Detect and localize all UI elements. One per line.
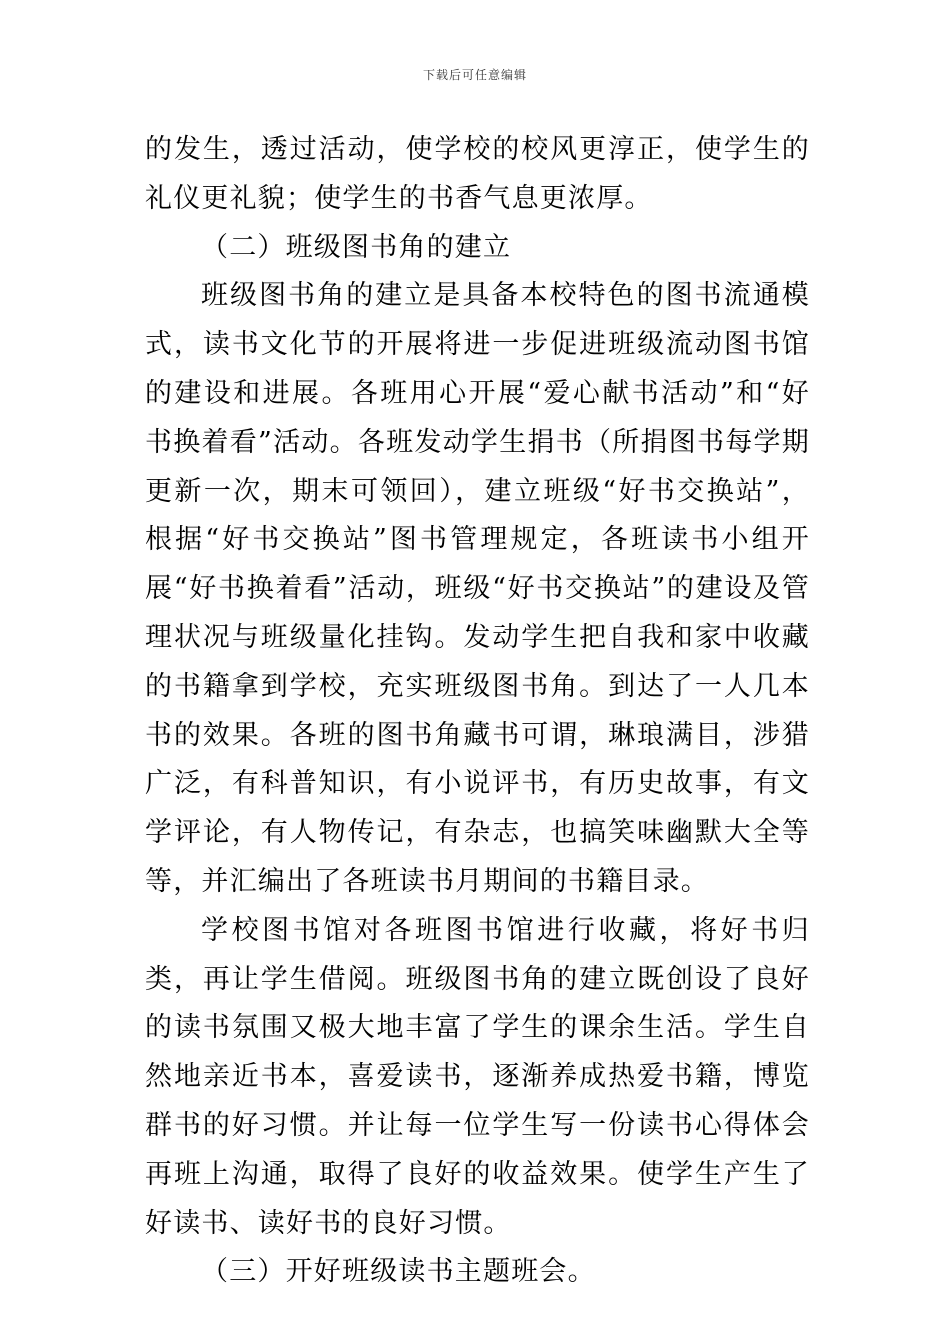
download-note: 下载后可任意编辑: [422, 68, 527, 82]
section-heading-library-corner: （二）班级图书角的建立: [201, 231, 512, 263]
paragraph-school-library: 学校图书馆对各班图书馆进行收藏，将好书归类，再让学生借阅。班级图书角的建立既创设了良好的读书氛围又极大地丰富了学生的课余生活。学生自然地亲近书本，喜爱读书，逐渐养成热爱书籍，博览群书的好习惯。并让每一位学生写一份读书心得体会再班上沟通，取得了良好的收益效果。使学生产生了好读书、读好书的良好习惯。: [145, 914, 810, 1239]
document-body: [145, 126, 810, 1297]
paragraph-continuation: 的发生，透过活动，使学校的校风更淳正，使学生的礼仪更礼貌；使学生的书香气息更浓厚。: [145, 134, 810, 214]
paragraph-library-corner: 班级图书角的建立是具备本校特色的图书流通模式，读书文化节的开展将进一步促进班级流动图书馆的建设和进展。各班用心开展“爱心献书活动”和“好书换着看”活动。各班发动学生捐书（所捐图书每学期更新一次，期末可领回），建立班级“好书交换站”，根据“好书交换站”图书管理规定，各班读书小组开展“好书换着看”活动，班级“好书交换站”的建设及管理状况与班级量化挂钩。发动学生把自我和家中收藏的书籍拿到学校，充实班级图书角。到达了一人几本书的效果。各班的图书角藏书可谓，琳琅满目，涉猎广泛，有科普知识，有小说评书，有历史故事，有文学评论，有人物传记，有杂志，也搞笑味幽默大全等等，并汇编出了各班读书月期间的书籍目录。: [145, 280, 810, 897]
section-heading-class-meeting: （三）开好班级读书主题班会。: [201, 1256, 596, 1288]
